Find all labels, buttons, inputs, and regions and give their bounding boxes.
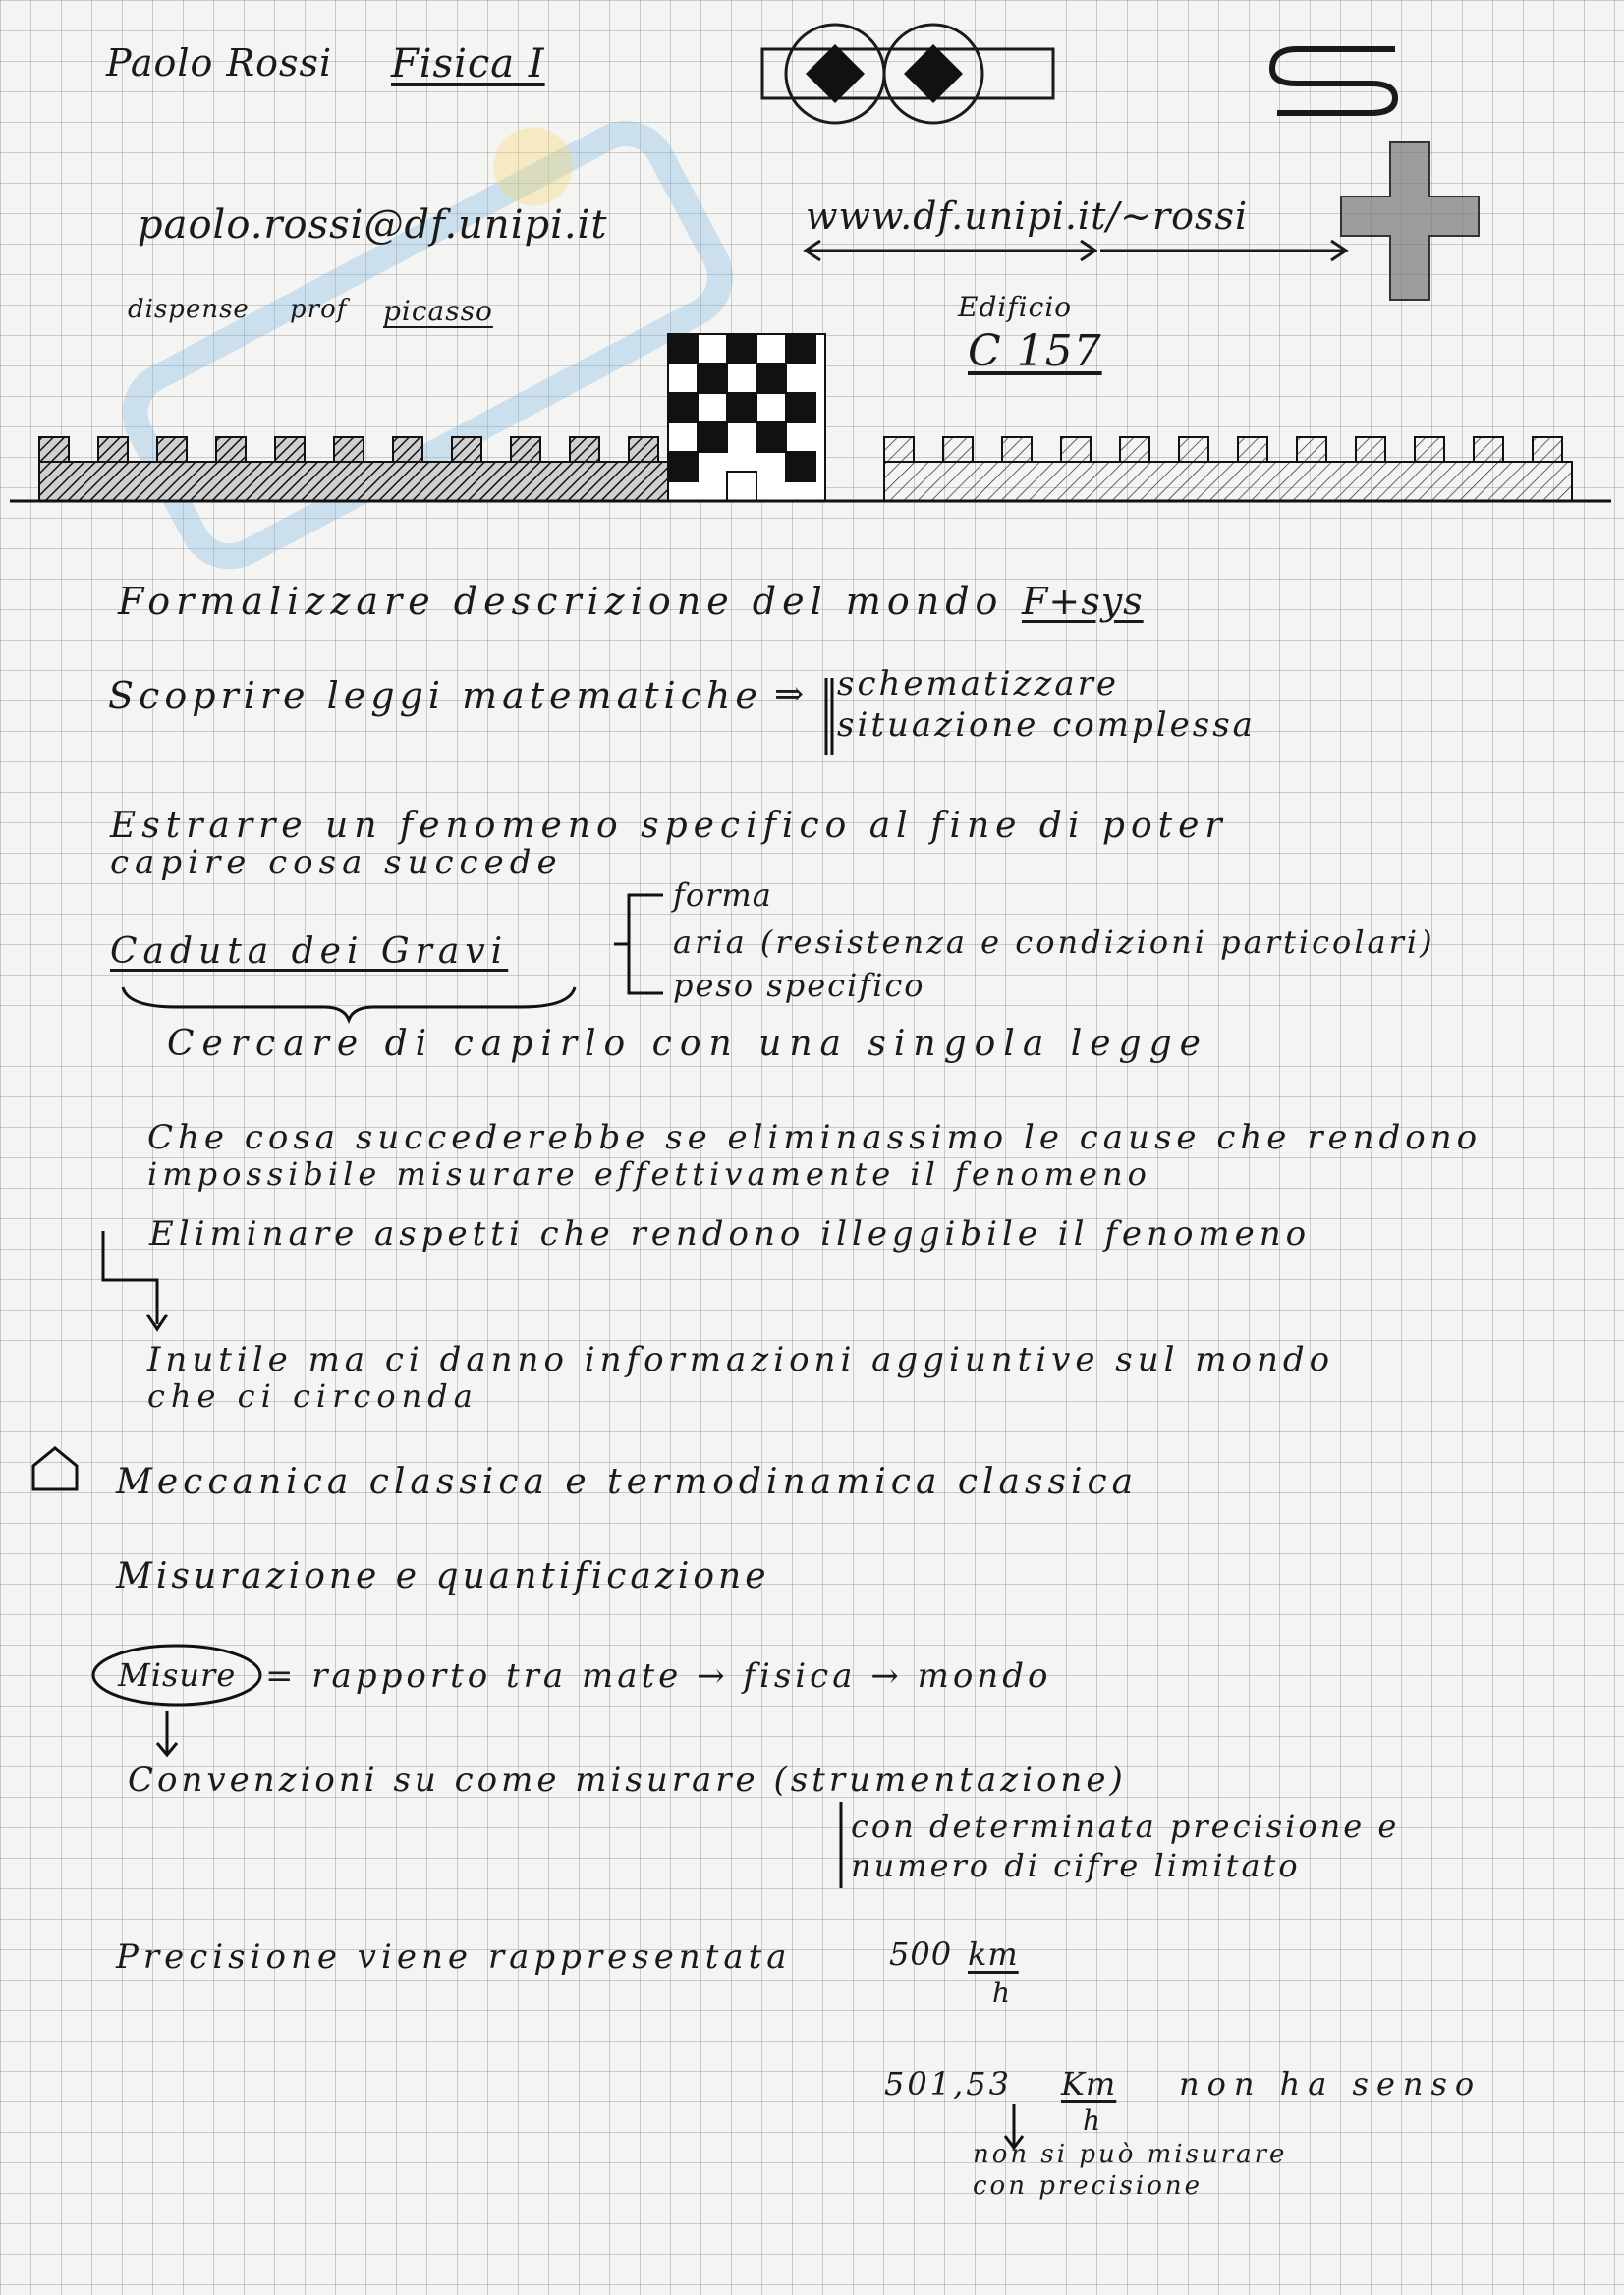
line-situazione: situazione complessa — [837, 705, 1256, 745]
line-circonda: che ci circonda — [147, 1377, 478, 1415]
cross-icon — [1336, 138, 1484, 305]
value-501-53: 501,53 — [884, 2065, 1012, 2102]
line-misure: Misure — [118, 1656, 237, 1694]
line-numero-cifre: numero di cifre limitato — [851, 1847, 1301, 1884]
course-title: Fisica I — [391, 41, 545, 86]
cause-aria: aria (resistenza e condizioni particolari) — [673, 924, 1435, 961]
value-500: 500 — [889, 1935, 953, 1973]
line-cercare: Cercare di capirlo con una singola legge — [167, 1024, 1208, 1064]
line-precisione: Precisione viene rappresentata — [116, 1937, 792, 1977]
line-caduta-gravi: Caduta dei Gravi — [110, 931, 509, 972]
line-impossibile: impossibile misurare effettivamente il fenomeno — [147, 1155, 1151, 1193]
causes-bracket — [609, 890, 668, 998]
line-con-determinata: con determinata precisione e — [851, 1808, 1400, 1845]
line-inutile: Inutile ma ci danno informazioni aggiuntive sul mondo — [147, 1340, 1335, 1379]
precisione-bracket — [837, 1802, 847, 1890]
line-estrarre: Estrarre un fenomeno specifico al fine di poter — [110, 806, 1228, 846]
line-eliminare: Eliminare aspetti che rendono illeggibile il fenomeno — [149, 1214, 1312, 1254]
implies-arrow: ⇒ — [774, 674, 806, 714]
line-capire: capire cosa succede — [110, 843, 563, 882]
caduta-underbrace — [118, 982, 580, 1022]
castle-wall-drawing — [10, 324, 1611, 521]
cause-peso: peso specifico — [673, 967, 925, 1004]
line-misurazione: Misurazione e quantificazione — [116, 1556, 770, 1596]
line-che-cosa: Che cosa succederebbe se eliminassimo le cause che rendono — [147, 1118, 1483, 1157]
building-label: Edificio — [958, 291, 1073, 323]
unit-h: h — [992, 1977, 1012, 2009]
house-icon — [28, 1440, 83, 1495]
line-convenzioni: Convenzioni su come misurare (strumentazione) — [128, 1761, 1127, 1800]
line-rapporto: = rapporto tra mate → fisica → mondo — [265, 1656, 1052, 1696]
double-bar-mark — [823, 678, 835, 756]
website-arrows — [801, 236, 1351, 265]
website-url[interactable]: www.df.unipi.it/~rossi — [806, 195, 1249, 238]
unit-h-2: h — [1083, 2104, 1102, 2137]
line-meccanica: Meccanica classica e termodinamica classica — [116, 1462, 1139, 1502]
prof-prefix: prof — [290, 295, 348, 324]
cause-forma: forma — [673, 876, 772, 914]
notes-label: dispense — [128, 295, 250, 324]
line-schematizzare: schematizzare — [837, 664, 1120, 703]
line-con-precisione: con precisione — [973, 2171, 1204, 2201]
line-non-si-puo: non si può misurare — [973, 2140, 1288, 2169]
line-scoprire: Scoprire leggi matematiche — [108, 674, 762, 717]
unit-km-2: Km — [1061, 2065, 1117, 2102]
diamond-pattern-icon — [756, 20, 1061, 128]
unit-km: km — [968, 1935, 1019, 1973]
down-arrow-misure — [152, 1709, 182, 1759]
prof-name: picasso — [383, 295, 493, 327]
author-name: Paolo Rossi — [106, 41, 333, 84]
line-formalizzare: Formalizzare descrizione del mondo — [118, 580, 1004, 623]
s-shape-icon — [1267, 39, 1405, 118]
building-code: C 157 — [968, 326, 1102, 376]
email-address[interactable]: paolo.rossi@df.unipi.it — [138, 202, 608, 248]
line-fsys: F+sys — [1022, 580, 1144, 623]
line-non-ha-senso: non ha senso — [1179, 2065, 1483, 2102]
elbow-arrow — [98, 1226, 177, 1334]
